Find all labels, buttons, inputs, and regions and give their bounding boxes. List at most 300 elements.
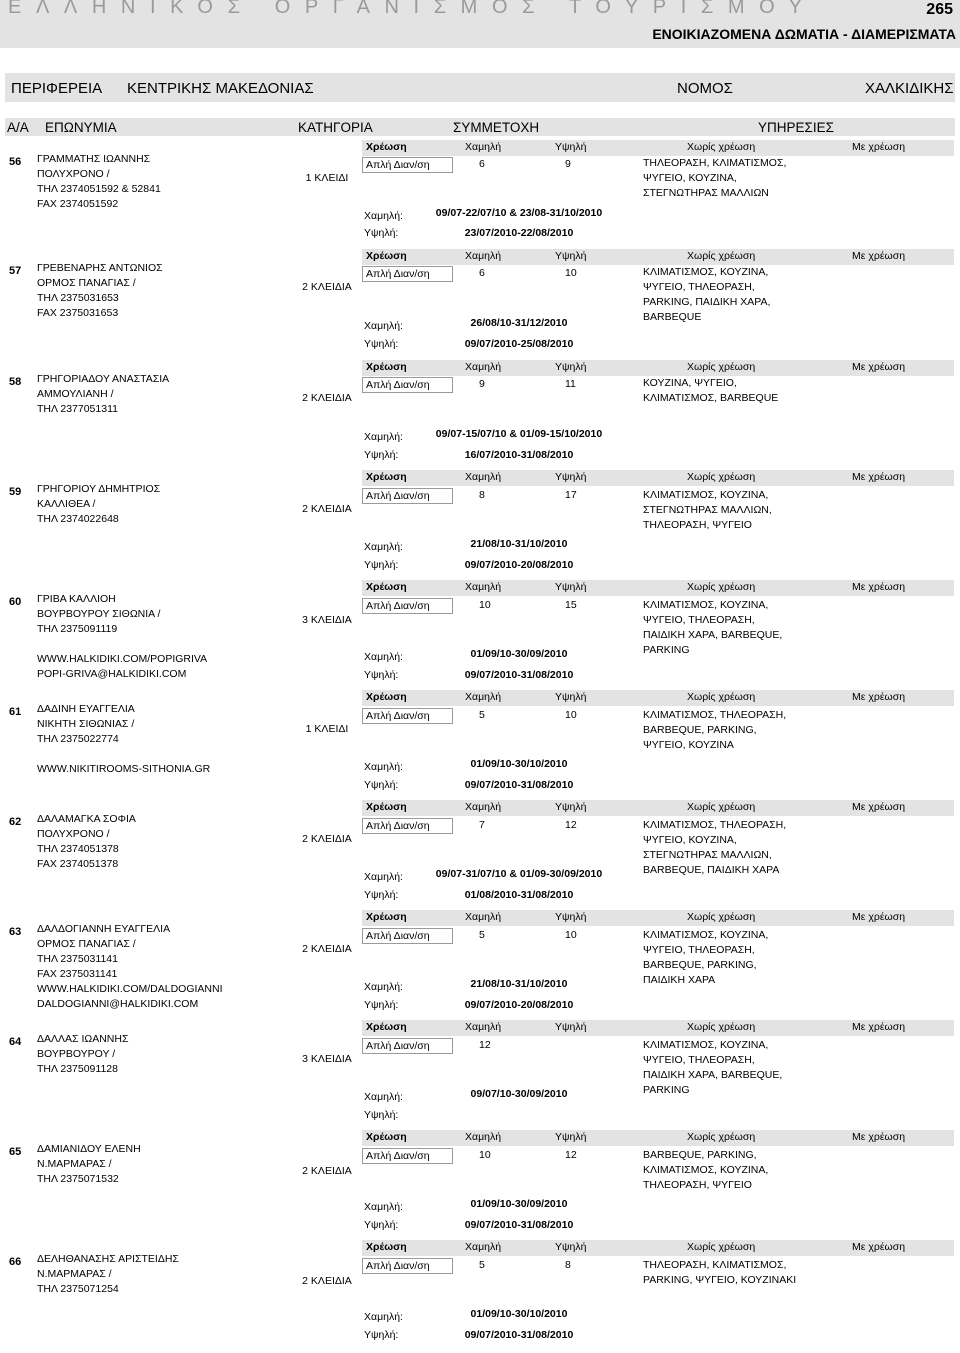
high-season-price: 12 — [565, 819, 577, 831]
low-period-dates: 01/09/10-30/09/2010 — [470, 648, 568, 660]
low-season-label: Χαμηλή — [465, 361, 502, 373]
rate-type-cell — [362, 266, 453, 282]
rate-type-label: Απλή Διαν/ση — [366, 490, 430, 502]
paid-services-label: Με χρέωση — [852, 801, 906, 813]
business-line: Ν.ΜΑΡΜΑΡΑΣ / — [37, 1158, 112, 1170]
high-period-label: Υψηλή: — [364, 669, 399, 681]
business-line: ΓΡΑΜΜΑΤΗΣ ΙΩΑΝΝΗΣ — [37, 153, 151, 165]
high-season-label: Υψηλή — [555, 581, 587, 593]
rate-type-label: Απλή Διαν/ση — [366, 600, 430, 612]
business-line: ΔΑΜΙΑΝΙΔΟΥ ΕΛΕΝΗ — [37, 1143, 141, 1155]
business-details — [37, 372, 169, 417]
low-period-label: Χαμηλή: — [364, 431, 403, 443]
low-season-label: Χαμηλή — [465, 141, 502, 153]
entry-number: 62 — [9, 816, 22, 828]
low-season-label: Χαμηλή — [465, 691, 502, 703]
low-season-price: 5 — [479, 929, 485, 941]
high-period-dates: 01/08/2010-31/08/2010 — [464, 889, 574, 901]
rate-type-cell — [362, 1038, 453, 1054]
included-services — [643, 265, 770, 325]
charge-label: Χρέωση — [366, 1241, 407, 1253]
business-details — [37, 261, 163, 321]
high-period-dates: 09/07/2010-31/08/2010 — [464, 1219, 574, 1231]
included-services — [643, 928, 768, 988]
business-line: ΒΟΥΡΒΟΥΡΟΥ / — [37, 1048, 116, 1060]
rate-type-cell — [362, 598, 453, 614]
service-line: ΠΑΙΔΙΚΗ ΧΑΡΑ, BARBEQUE, — [643, 629, 783, 641]
room-category: 2 ΚΛΕΙΔΙΑ — [302, 281, 352, 293]
charge-header — [362, 1020, 954, 1036]
business-details — [37, 1032, 128, 1077]
low-season-label: Χαμηλή — [465, 801, 502, 813]
paid-services-label: Με χρέωση — [852, 361, 906, 373]
paid-services-label: Με χρέωση — [852, 471, 906, 483]
high-season-label: Υψηλή — [555, 471, 587, 483]
room-category: 2 ΚΛΕΙΔΙΑ — [302, 943, 352, 955]
rate-type-label: Απλή Διαν/ση — [366, 820, 430, 832]
rate-type-cell — [362, 818, 453, 834]
entry-number: 56 — [9, 156, 22, 168]
high-season-price: 8 — [565, 1259, 571, 1271]
business-line: ΓΡΙΒΑ ΚΑΛΛΙΟΗ — [37, 593, 116, 605]
rate-type-label: Απλή Διαν/ση — [366, 159, 430, 171]
business-line: ΓΡΗΓΟΡΙΟΥ ΔΗΜΗΤΡΙΟΣ — [37, 483, 161, 495]
business-line: ΟΡΜΟΣ ΠΑΝΑΓΙΑΣ / — [37, 277, 136, 289]
high-season-label: Υψηλή — [555, 141, 587, 153]
rate-type-cell — [362, 157, 453, 173]
service-line: ΤΗΛΕΟΡΑΣΗ, ΚΛΙΜΑΤΙΣΜΟΣ, — [643, 157, 787, 169]
rate-type-label: Απλή Διαν/ση — [366, 930, 430, 942]
low-season-price: 6 — [479, 267, 485, 279]
prefecture-label: ΝΟΜΟΣ — [677, 80, 733, 97]
room-category: 1 ΚΛΕΙΔΙ — [305, 172, 349, 184]
high-period-label: Υψηλή: — [364, 338, 399, 350]
high-season-label: Υψηλή — [555, 1021, 587, 1033]
rate-type-label: Απλή Διαν/ση — [366, 710, 430, 722]
business-line: ΓΡΗΓΟΡΙΑΔΟΥ ΑΝΑΣΤΑΣΙΑ — [37, 373, 170, 385]
business-line: ΤΗΛ 2375071254 — [37, 1283, 119, 1295]
charge-header — [362, 580, 954, 596]
prefecture-name: ΧΑΛΚΙΔΙΚΗΣ — [865, 80, 954, 97]
rate-type-label: Απλή Διαν/ση — [366, 1150, 430, 1162]
included-services — [643, 818, 786, 878]
service-line: ΚΛΙΜΑΤΙΣΜΟΣ, ΚΟΥΖΙΝΑ, — [643, 599, 769, 611]
low-period-label: Χαμηλή: — [364, 320, 403, 332]
included-services — [643, 1258, 796, 1288]
service-line: ΨΥΓΕΙΟ, ΤΗΛΕΟΡΑΣΗ, — [643, 281, 755, 293]
free-services-label: Χωρίς χρέωση — [687, 911, 756, 923]
entry-number: 65 — [9, 1146, 22, 1158]
charge-label: Χρέωση — [366, 471, 407, 483]
free-services-label: Χωρίς χρέωση — [687, 250, 756, 262]
rate-type-label: Απλή Διαν/ση — [366, 379, 430, 391]
low-period-label: Χαμηλή: — [364, 981, 403, 993]
entry-number: 57 — [9, 265, 22, 277]
region-bar — [5, 73, 955, 102]
low-season-price: 5 — [479, 1259, 485, 1271]
high-season-price: 12 — [565, 1149, 577, 1161]
entry-number: 66 — [9, 1256, 22, 1268]
free-services-label: Χωρίς χρέωση — [687, 471, 756, 483]
low-season-label: Χαμηλή — [465, 1131, 502, 1143]
high-period-dates: 09/07/2010-20/08/2010 — [464, 999, 574, 1011]
low-season-label: Χαμηλή — [465, 911, 502, 923]
high-period-label: Υψηλή: — [364, 227, 399, 239]
service-line: ΚΛΙΜΑΤΙΣΜΟΣ, ΤΗΛΕΟΡΑΣΗ, — [643, 819, 787, 831]
business-line: WWW.NIKITIROOMS-SITHONIA.GR — [37, 763, 211, 775]
column-name: ΕΠΩΝΥΜΙΑ — [45, 120, 117, 135]
charge-header — [362, 690, 954, 706]
business-line: DALDOGIANNI@HALKIDIKI.COM — [37, 998, 199, 1010]
low-period-dates: 01/09/10-30/09/2010 — [470, 1198, 568, 1210]
listing-entry — [0, 249, 960, 357]
business-line: ΔΑΛΛΑΣ ΙΩΑΝΝΗΣ — [37, 1033, 129, 1045]
service-line: ΚΛΙΜΑΤΙΣΜΟΣ, ΤΗΛΕΟΡΑΣΗ, — [643, 709, 787, 721]
charge-label: Χρέωση — [366, 141, 407, 153]
high-season-price: 11 — [565, 378, 576, 390]
business-line: ΓΡΕΒΕΝΑΡΗΣ ΑΝΤΩΝΙΟΣ — [37, 262, 163, 274]
business-line: ΔΑΛΔΟΓΙΑΝΝΗ ΕΥΑΓΓΕΛΙΑ — [37, 923, 171, 935]
rate-type-cell — [362, 708, 453, 724]
entry-number: 64 — [9, 1036, 22, 1048]
business-line: FAX 2374051378 — [37, 858, 119, 870]
listing-entry — [0, 1020, 960, 1128]
high-period-dates: 09/07/2010-20/08/2010 — [464, 559, 574, 571]
service-line: ΚΛΙΜΑΤΙΣΜΟΣ, ΚΟΥΖΙΝΑ, — [643, 266, 769, 278]
high-period-label: Υψηλή: — [364, 1219, 399, 1231]
rate-type-cell — [362, 1148, 453, 1164]
service-line: PARKING, ΠΑΙΔΙΚΗ ΧΑΡΑ, — [643, 296, 771, 308]
business-line: ΔΑΔΙΝΗ ΕΥΑΓΓΕΛΙΑ — [37, 703, 135, 715]
high-period-dates: 09/07/2010-25/08/2010 — [464, 338, 574, 350]
high-period-label: Υψηλή: — [364, 999, 399, 1011]
high-period-label: Υψηλή: — [364, 449, 399, 461]
column-participation: ΣΥΜΜΕΤΟΧΗ — [453, 120, 540, 135]
listing-entry — [0, 1240, 960, 1348]
high-season-price: 9 — [565, 158, 571, 170]
region-name: ΚΕΝΤΡΙΚΗΣ ΜΑΚΕΔΟΝΙΑΣ — [127, 80, 314, 97]
entry-number: 60 — [9, 596, 22, 608]
high-period-label: Υψηλή: — [364, 1329, 399, 1341]
service-line: ΨΥΓΕΙΟ, ΚΟΥΖΙΝΑ, — [643, 834, 737, 846]
business-line: ΤΗΛ 2375071532 — [37, 1173, 119, 1185]
low-period-label: Χαμηλή: — [364, 1091, 403, 1103]
listing-entry — [0, 360, 960, 468]
service-line: ΚΛΙΜΑΤΙΣΜΟΣ, ΚΟΥΖΙΝΑ, — [643, 1164, 769, 1176]
free-services-label: Χωρίς χρέωση — [687, 581, 756, 593]
room-category: 2 ΚΛΕΙΔΙΑ — [302, 503, 352, 515]
paid-services-label: Με χρέωση — [852, 1021, 906, 1033]
section-title: ΕΝΟΙΚΙΑΖΟΜΕΝΑ ΔΩΜΑΤΙΑ - ΔΙΑΜΕΡΙΣΜΑΤΑ — [652, 26, 956, 42]
free-services-label: Χωρίς χρέωση — [687, 141, 756, 153]
charge-header — [362, 470, 954, 486]
listing-entry — [0, 140, 960, 248]
charge-label: Χρέωση — [366, 911, 407, 923]
room-category: 1 ΚΛΕΙΔΙ — [305, 723, 349, 735]
service-line: ΨΥΓΕΙΟ, ΤΗΛΕΟΡΑΣΗ, — [643, 614, 755, 626]
business-line: ΤΗΛ 2375031653 — [37, 292, 119, 304]
charge-header — [362, 360, 954, 376]
paid-services-label: Με χρέωση — [852, 691, 906, 703]
business-details — [37, 922, 223, 1012]
included-services — [643, 598, 782, 658]
service-line: ΣΤΕΓΝΩΤΗΡΑΣ ΜΑΛΛΙΩΝ, — [643, 504, 772, 516]
business-details — [37, 1252, 179, 1297]
included-services — [643, 156, 786, 201]
charge-label: Χρέωση — [366, 1021, 407, 1033]
low-period-dates: 21/08/10-31/10/2010 — [470, 978, 568, 990]
service-line: ΚΟΥΖΙΝΑ, ΨΥΓΕΙΟ, — [643, 377, 737, 389]
business-line: ΝΙΚΗΤΗ ΣΙΘΩΝΙΑΣ / — [37, 718, 135, 730]
charge-label: Χρέωση — [366, 361, 407, 373]
free-services-label: Χωρίς χρέωση — [687, 691, 756, 703]
region-label: ΠΕΡΙΦΕΡΕΙΑ — [11, 80, 103, 97]
business-line: ΤΗΛ 2375091128 — [37, 1063, 118, 1075]
business-line: ΤΗΛ 2375022774 — [37, 733, 119, 745]
low-period-label: Χαμηλή: — [364, 651, 403, 663]
room-category: 2 ΚΛΕΙΔΙΑ — [302, 392, 352, 404]
listing-entry — [0, 910, 960, 1018]
service-line: ΠΑΙΔΙΚΗ ΧΑΡΑ — [643, 974, 716, 986]
free-services-label: Χωρίς χρέωση — [687, 1021, 756, 1033]
page-header-bar — [0, 0, 960, 48]
service-line: BARBEQUE, PARKING, — [643, 1149, 757, 1161]
low-period-dates: 09/07-31/07/10 & 01/09-30/09/2010 — [435, 868, 603, 880]
low-period-label: Χαμηλή: — [364, 210, 403, 222]
service-line: PARKING — [643, 1084, 690, 1096]
high-period-dates: 09/07/2010-31/08/2010 — [464, 669, 574, 681]
high-period-dates: 09/07/2010-31/08/2010 — [464, 1329, 574, 1341]
business-details — [37, 152, 161, 212]
service-line: ΤΗΛΕΟΡΑΣΗ, ΨΥΓΕΙΟ — [643, 1179, 752, 1191]
business-line: POPI-GRIVA@HALKIDIKI.COM — [37, 668, 187, 680]
rate-type-cell — [362, 377, 453, 393]
charge-label: Χρέωση — [366, 250, 407, 262]
charge-header — [362, 140, 954, 156]
free-services-label: Χωρίς χρέωση — [687, 801, 756, 813]
service-line: BARBEQUE — [643, 311, 702, 323]
business-details — [37, 592, 207, 682]
business-line: ΤΗΛ 2375031141 — [37, 953, 118, 965]
low-season-label: Χαμηλή — [465, 250, 502, 262]
low-season-label: Χαμηλή — [465, 1241, 502, 1253]
low-period-label: Χαμηλή: — [364, 1311, 403, 1323]
column-aa: Α/Α — [7, 120, 29, 135]
service-line: ΨΥΓΕΙΟ, ΤΗΛΕΟΡΑΣΗ, — [643, 1054, 755, 1066]
column-category: ΚΑΤΗΓΟΡΙΑ — [298, 120, 373, 135]
high-period-label: Υψηλή: — [364, 779, 399, 791]
charge-header — [362, 1130, 954, 1146]
high-season-label: Υψηλή — [555, 911, 587, 923]
low-period-dates: 21/08/10-31/10/2010 — [470, 538, 568, 550]
high-season-label: Υψηλή — [555, 361, 587, 373]
business-line: ΠΟΛΥΧΡΟΝΟ / — [37, 828, 110, 840]
listing-entry — [0, 690, 960, 798]
service-line: ΚΛΙΜΑΤΙΣΜΟΣ, BARBEQUE — [643, 392, 779, 404]
business-line: WWW.HALKIDIKI.COM/DALDOGIANNI — [37, 983, 223, 995]
included-services — [643, 1038, 782, 1098]
business-line: ΑΜΜΟΥΛΙΑΝΗ / — [37, 388, 114, 400]
rate-type-cell — [362, 1258, 453, 1274]
charge-header — [362, 800, 954, 816]
business-line: ΠΟΛΥΧΡΟΝΟ / — [37, 168, 110, 180]
service-line: BARBEQUE, ΠΑΙΔΙΚΗ ΧΑΡΑ — [643, 864, 780, 876]
service-line: ΤΗΛΕΟΡΑΣΗ, ΚΛΙΜΑΤΙΣΜΟΣ, — [643, 1259, 787, 1271]
high-season-label: Υψηλή — [555, 691, 587, 703]
rate-type-label: Απλή Διαν/ση — [366, 1260, 430, 1272]
business-line: ΤΗΛ 2375091119 — [37, 623, 118, 635]
low-season-label: Χαμηλή — [465, 471, 502, 483]
service-line: ΚΛΙΜΑΤΙΣΜΟΣ, ΚΟΥΖΙΝΑ, — [643, 929, 769, 941]
low-season-price: 6 — [479, 158, 485, 170]
low-period-label: Χαμηλή: — [364, 541, 403, 553]
service-line: ΣΤΕΓΝΩΤΗΡΑΣ ΜΑΛΛΙΩΝ — [643, 187, 769, 199]
free-services-label: Χωρίς χρέωση — [687, 1131, 756, 1143]
rate-type-cell — [362, 928, 453, 944]
low-season-price: 12 — [479, 1039, 491, 1051]
service-line: ΨΥΓΕΙΟ, ΚΟΥΖΙΝΑ, — [643, 172, 737, 184]
charge-label: Χρέωση — [366, 691, 407, 703]
paid-services-label: Με χρέωση — [852, 141, 906, 153]
low-period-label: Χαμηλή: — [364, 1201, 403, 1213]
service-line: ΚΛΙΜΑΤΙΣΜΟΣ, ΚΟΥΖΙΝΑ, — [643, 1039, 769, 1051]
charge-label: Χρέωση — [366, 581, 407, 593]
free-services-label: Χωρίς χρέωση — [687, 361, 756, 373]
column-services: ΥΠΗΡΕΣΙΕΣ — [758, 120, 834, 135]
listing-entry — [0, 470, 960, 578]
paid-services-label: Με χρέωση — [852, 1241, 906, 1253]
high-season-price: 10 — [565, 709, 577, 721]
rate-type-label: Απλή Διαν/ση — [366, 268, 430, 280]
high-season-label: Υψηλή — [555, 801, 587, 813]
included-services — [643, 376, 778, 406]
low-season-label: Χαμηλή — [465, 581, 502, 593]
high-season-price: 17 — [565, 489, 577, 501]
low-period-label: Χαμηλή: — [364, 871, 403, 883]
organisation-name: ΕΛΛΗΝΙΚΟΣ ΟΡΓΑΝΙΣΜΟΣ ΤΟΥΡΙΣΜΟΥ — [8, 0, 817, 18]
high-season-price: 15 — [565, 599, 577, 611]
charge-header — [362, 1240, 954, 1256]
business-line: FAX 2375031141 — [37, 968, 118, 980]
rate-type-label: Απλή Διαν/ση — [366, 1040, 430, 1052]
high-period-label: Υψηλή: — [364, 559, 399, 571]
low-season-price: 9 — [479, 378, 485, 390]
business-line: WWW.HALKIDIKI.COM/POPIGRIVA — [37, 653, 208, 665]
paid-services-label: Με χρέωση — [852, 581, 906, 593]
business-line: ΔΕΛΗΘΑΝΑΣΗΣ ΑΡΙΣΤΕΙΔΗΣ — [37, 1253, 179, 1265]
included-services — [643, 1148, 768, 1193]
entry-number: 61 — [9, 706, 22, 718]
included-services — [643, 708, 786, 753]
business-line: ΚΑΛΛΙΘΕΑ / — [37, 498, 96, 510]
business-line: ΤΗΛ 2374051592 & 52841 — [37, 183, 161, 195]
paid-services-label: Με χρέωση — [852, 1131, 906, 1143]
business-line: FAX 2374051592 — [37, 198, 119, 210]
room-category: 3 ΚΛΕΙΔΙΑ — [302, 1053, 352, 1065]
service-line: ΨΥΓΕΙΟ, ΚΟΥΖΙΝΑ — [643, 739, 734, 751]
low-season-label: Χαμηλή — [465, 1021, 502, 1033]
entry-number: 59 — [9, 486, 22, 498]
listing-entry — [0, 800, 960, 908]
low-period-dates: 09/07-22/07/10 & 23/08-31/10/2010 — [435, 207, 603, 219]
business-line: ΒΟΥΡΒΟΥΡΟΥ ΣΙΘΩΝΙΑ / — [37, 608, 161, 620]
entry-number: 63 — [9, 926, 22, 938]
high-period-label: Υψηλή: — [364, 889, 399, 901]
service-line: ΨΥΓΕΙΟ, ΤΗΛΕΟΡΑΣΗ, — [643, 944, 755, 956]
charge-header — [362, 249, 954, 265]
low-season-price: 7 — [479, 819, 485, 831]
room-category: 2 ΚΛΕΙΔΙΑ — [302, 1165, 352, 1177]
high-period-label: Υψηλή: — [364, 1109, 399, 1121]
high-season-label: Υψηλή — [555, 1241, 587, 1253]
business-line: ΤΗΛ 2374051378 — [37, 843, 119, 855]
free-services-label: Χωρίς χρέωση — [687, 1241, 756, 1253]
high-period-dates: 16/07/2010-31/08/2010 — [464, 449, 574, 461]
page-number: 265 — [926, 1, 953, 18]
service-line: PARKING, ΨΥΓΕΙΟ, ΚΟΥΖΙΝΑΚΙ — [643, 1274, 797, 1286]
high-season-price: 10 — [565, 929, 577, 941]
low-period-label: Χαμηλή: — [364, 761, 403, 773]
high-period-dates: 23/07/2010-22/08/2010 — [464, 227, 574, 239]
business-line: Ν.ΜΑΡΜΑΡΑΣ / — [37, 1268, 112, 1280]
high-season-label: Υψηλή — [555, 1131, 587, 1143]
business-line — [37, 637, 207, 652]
room-category: 3 ΚΛΕΙΔΙΑ — [302, 614, 352, 626]
rate-type-cell — [362, 488, 453, 504]
low-period-dates: 01/09/10-30/10/2010 — [470, 1308, 568, 1320]
service-line: PARKING — [643, 644, 690, 656]
business-details — [37, 812, 136, 872]
service-line: ΣΤΕΓΝΩΤΗΡΑΣ ΜΑΛΛΙΩΝ, — [643, 849, 772, 861]
service-line: ΠΑΙΔΙΚΗ ΧΑΡΑ, BARBEQUE, — [643, 1069, 783, 1081]
high-period-dates: 09/07/2010-31/08/2010 — [464, 779, 574, 791]
service-line: ΤΗΛΕΟΡΑΣΗ, ΨΥΓΕΙΟ — [643, 519, 752, 531]
low-period-dates: 26/08/10-31/12/2010 — [470, 317, 568, 329]
business-line — [37, 747, 210, 762]
entry-number: 58 — [9, 376, 22, 388]
low-period-dates: 09/07/10-30/09/2010 — [470, 1088, 568, 1100]
business-line: ΟΡΜΟΣ ΠΑΝΑΓΙΑΣ / — [37, 938, 136, 950]
business-details — [37, 1142, 141, 1187]
business-line: FAX 2375031653 — [37, 307, 119, 319]
service-line: BARBEQUE, PARKING, — [643, 959, 757, 971]
service-line: ΚΛΙΜΑΤΙΣΜΟΣ, ΚΟΥΖΙΝΑ, — [643, 489, 769, 501]
low-season-price: 10 — [479, 599, 491, 611]
room-category: 2 ΚΛΕΙΔΙΑ — [302, 1275, 352, 1287]
business-line: ΤΗΛ 2374022648 — [37, 513, 119, 525]
charge-label: Χρέωση — [366, 1131, 407, 1143]
low-season-price: 5 — [479, 709, 485, 721]
service-line: BARBEQUE, PARKING, — [643, 724, 757, 736]
business-line: ΤΗΛ 2377051311 — [37, 403, 118, 415]
business-details — [37, 702, 210, 777]
low-period-dates: 01/09/10-30/10/2010 — [470, 758, 568, 770]
listing-entry — [0, 580, 960, 688]
charge-label: Χρέωση — [366, 801, 407, 813]
included-services — [643, 488, 772, 533]
business-details — [37, 482, 160, 527]
paid-services-label: Με χρέωση — [852, 911, 906, 923]
low-season-price: 10 — [479, 1149, 491, 1161]
business-line: ΔΑΛΑΜΑΓΚΑ ΣΟΦΙΑ — [37, 813, 136, 825]
low-season-price: 8 — [479, 489, 485, 501]
high-season-price: 10 — [565, 267, 577, 279]
charge-header — [362, 910, 954, 926]
listing-entry — [0, 1130, 960, 1238]
low-period-dates: 09/07-15/07/10 & 01/09-15/10/2010 — [435, 428, 603, 440]
paid-services-label: Με χρέωση — [852, 250, 906, 262]
high-season-label: Υψηλή — [555, 250, 587, 262]
